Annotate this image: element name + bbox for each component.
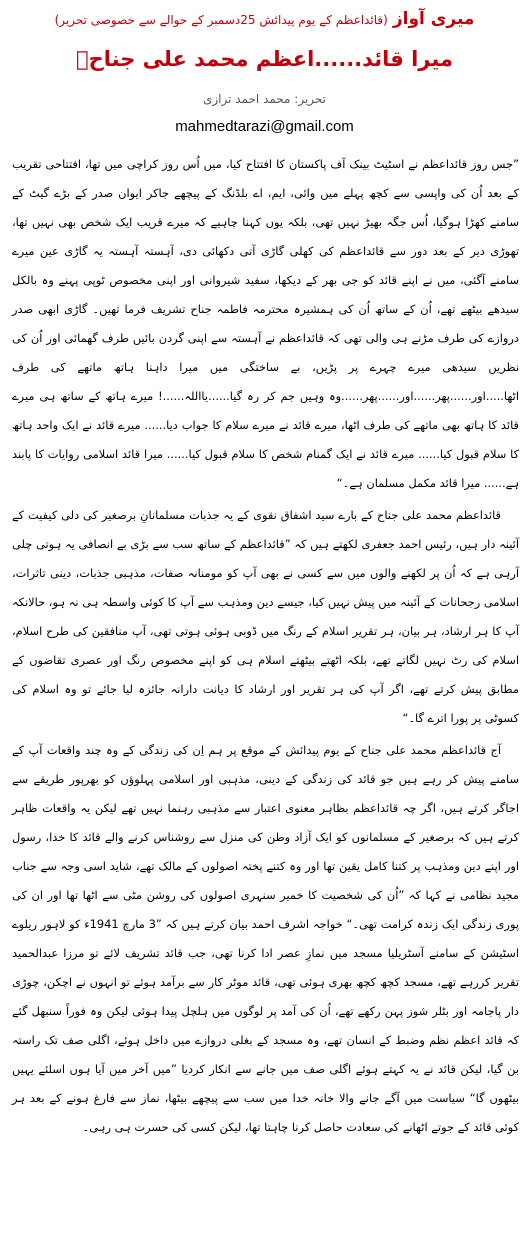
column-subtitle: (قائداعظم کے یوم پیدائش 25دسمبر کے حوالے سے خصوصی تحریر) bbox=[54, 13, 388, 27]
column-kicker bbox=[0, 6, 529, 32]
article-headline: میرا قائد......اعظم محمد علی جناحؒ bbox=[76, 47, 453, 71]
body-paragraph-quote: ”جس روز قائداعظم نے اسٹیٹ بینک آف پاکستان کا افتتاح کیا، میں اُس روز کراچی میں تھا، افتتاحی تقریب کے بعد اُن کی واپسی سے کچھ پہلے میں وائی، ایم، اے بلڈنگ کے پیچھے جاکر ایوان صدر کے بڑے گیٹ کے سامنے کھڑا ہوگیا، اُس جگہ بھیڑ نہیں تھی، بلکہ یوں کہنا چاہیے کہ میرے قریب ایک شخص بھی نہیں تھا، تھوڑی دیر کے بعد دور سے قائداعظم کی کھلی گاڑی آتی دکھائی دی، آہستہ آہستہ یہ گاڑی عین میرے سامنے آگئی، میں نے اپنے قائد کو جی بھر کے دیکھا، سفید شیروانی اور اپنی مخصوص ٹوپی پہنے وہ بالکل سیدھے بیٹھے تھے، اُن کے ساتھ اُن کی ہمشیرہ محترمہ فاطمہ جناح تشریف فرما تھیں۔ گاڑی ابھی صدر دروازے کی طرف مڑنے ہی والی تھی کہ قائداعظم نے آہستہ سے اپنی گردن بائیں طرف گھمائی اور اُن کی نظریں سیدھی میرے چہرے پر پڑیں، بے ساختگی میں میرا داہنا ہاتھ ماتھے کی طرف اٹھا.....اور......پھر......اور......پھر......وہ وہیں جم کر رہ گیا......یااللہ......! میرے ہاتھ کے ساتھ ہی میرے قائد کا ہاتھ بھی ماتھے کی طرف اٹھا، میرے قائد نے میرے سلام کا جواب دیا...... میرے قائد نے ایک واحد ہاتھ کا سلام قبول کیا...... میرے قائد نے ایک گمنام شخص کا سلام قبول کیا...... میرا قائد اسلامی روایات کا پابند ہے...... میرا قائد مکمل مسلمان ہے۔“ bbox=[12, 157, 519, 490]
article-body bbox=[0, 150, 529, 1142]
author-byline: تحریر: محمد احمد ترازی bbox=[202, 92, 327, 106]
author-email: mahmedtarazi@gmail.com bbox=[175, 118, 354, 135]
body-paragraph: آج قائداعظم محمد علی جناح کے یوم پیدائش کے موقع پر ہم اِن کی زندگی کے وہ چند واقعات آپ کے سامنے پیش کر رہے ہیں جو قائد کی زندگی کے دینی، مذہبی اور اسلامی پہلوؤں کو بھرپور طریقے سے اجاگر کرتے ہیں، اگر چہ قائداعظم بظاہر معنوی اعتبار سے مذہبی رہنما نہیں تھے لیکن یہ واقعات ظاہر کرتے ہیں کہ برصغیر کے مسلمانوں کو ایک آزاد وطن کی منزل سے روشناس کرنے والے قائد کا خدا، رسول اور اپنے دین ومذہب پر کتنا کامل یقین تھا اور وہ کتنے پختہ اصولوں کے مالک تھے، شاید اسی وجہ سے جناب مجید نظامی نے کہا کہ ”اُن کی شخصیت کا خمیر سنہری اصولوں کی روشن مٹی سے اٹھا تھا اور ان کی پوری زندگی ایک زندہ کرامت تھی۔“ خواجہ اشرف احمد بیان کرتے ہیں کہ ”3 مارچ 1941ء کو لاہور ریلوے اسٹیشن کے سامنے آسٹریلیا مسجد میں نمازِ عصر ادا کرنا تھی، جب قائد تشریف لائے تو مرزا عبدالحمید تقریر کررہے تھے، مسجد کچھ کچھ بھری ہوئی تھی، قائد موٹر کار سے برآمد ہوئے تو انہوں نے اچکن، چوڑی دار پاجامہ اور بٹلر شوز پہن رکھے تھے، اُن کی آمد پر لوگوں میں ہلچل پیدا ہوئی لیکن وہ فوراً سنبھل گئے کہ قائد اعظم نظم وضبط کے انسان تھے، وہ مسجد کے بغلی دروازے میں داخل ہوئے، اگلی صف تک راستہ بن گیا، لیکن قائد نے یہ کہتے ہوئے اگلی صف میں جانے سے انکار کردیا ”میں آخر میں آیا ہوں اسلئے یہیں بیٹھوں گا“ سیاست میں آگے جانے والا خانہ خدا میں سب سے پیچھے بیٹھا، نماز سے فارغ ہونے کے بعد ہر کوئی قائد کے جوتے اٹھانے کی سعادت حاصل کرنا چاہتا تھا، لیکن کسی کی حسرت ہی رہی۔ bbox=[12, 743, 519, 1134]
column-name: میری آواز bbox=[392, 9, 475, 29]
body-paragraph: قائداعظم محمد علی جناح کے بارے سید اشفاق نقوی کے یہ جذبات مسلمانانِ برصغیر کی دلی کیفیت کے آئینہ دار ہیں، رئیس احمد جعفری لکھتے ہیں کہ ”قائداعظم کے ساتھ سب سے بڑی بے انصافی یہ ہوتی چلی آرہی ہے کہ اُن پر لکھنے والوں میں سے کسی نے بھی آپ کو مومنانہ صفات، مذہبی جذبات، دینی تاثرات، اسلامی رجحانات کے آئینہ میں پیش نہیں کیا، جیسے دین ومذہب سے آپ کا کوئی واسطہ ہی نہ ہو، حالانکہ آپ کا ہر ارشاد، ہر بیان، ہر تقریر اسلام کے رنگ میں ڈوبی ہوئی ہوتی تھی، آپ منافقین کی طرح اسلام، اسلام کی رٹ نہیں لگاتے تھے، بلکہ اٹھتے بیٹھتے اسلام ہی کو اپنے مخصوص رنگ اور عصری تقاضوں کے مطابق پیش کرتے تھے، اگر آپ کی ہر تقریر اور ارشاد کا دیانت دارانہ جائزہ لیا جائے تو وہ اسلام کی کسوٹی پر پورا اترے گا۔“ bbox=[12, 508, 519, 725]
